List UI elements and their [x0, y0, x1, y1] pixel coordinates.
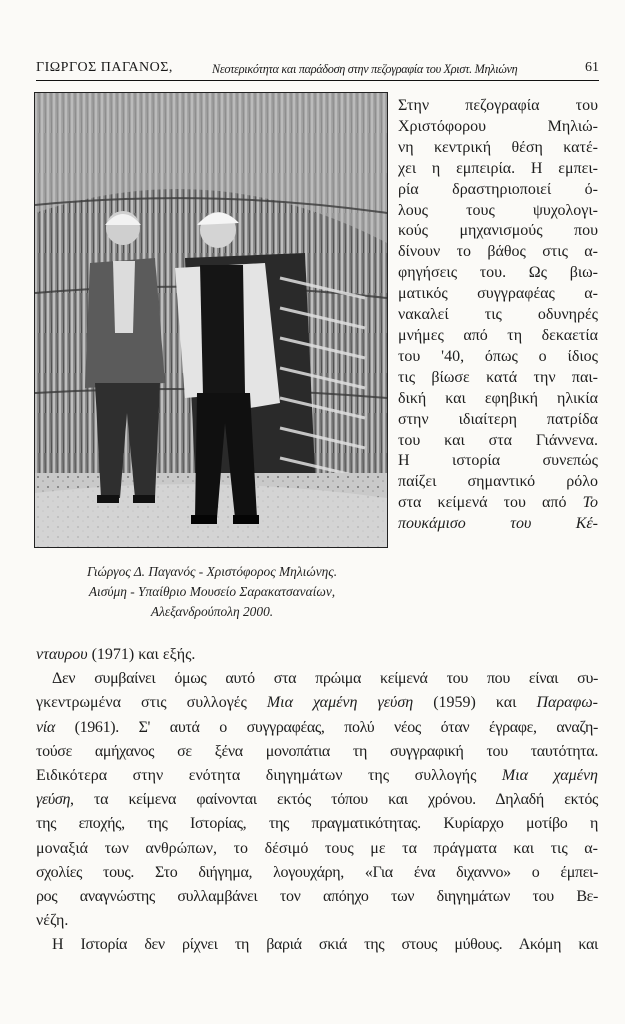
running-header: [36, 58, 599, 81]
text-line: [36, 643, 598, 667]
italic-title: γεύση: [36, 791, 71, 809]
text-line: Χριστόφορου Μηλιώ-: [398, 117, 598, 135]
text-line: στην ιδιαίτερη πατρίδα: [398, 410, 598, 428]
text-line: Η ιστορία συνεπώς: [398, 452, 598, 470]
text-line: της εποχής, της Ιστορίας, της πραγματικότητας. Κυρίαρχο μοτίβο η: [36, 815, 598, 833]
text-line: νη κεντρική θέση κατέ-: [398, 138, 598, 156]
text-line: μνήμες από τη δεκαετία: [398, 326, 598, 344]
photo-two-men-by-reed-hut-icon: [35, 93, 387, 547]
text-segment: στα κείμενά του από: [398, 494, 567, 512]
page-number: 61: [585, 60, 599, 75]
text-line: [36, 788, 598, 812]
header-running-title: Νεοτερικότητα και παράδοση στην πεζογραφία του Χριστ. Μηλιώνη: [212, 62, 518, 76]
text-line: τούσε αμήχανος σε ξένα μονοπάτια τη συγγραφική του ταυτότητα.: [36, 742, 598, 760]
text-line: δίνουν το βάθος στις α-: [398, 243, 598, 261]
caption-line: Αισύμη - Υπαίθριο Μουσείο Σαρακατσαναίων,: [88, 584, 336, 599]
text-line: δική και εφηβική ηλικία: [398, 389, 598, 407]
text-line: ρος αναγνώστης συλλαμβάνει τον απόηχο των διηγημάτων του Βε-: [36, 888, 598, 906]
text-line: [36, 691, 598, 715]
italic-title: νία: [36, 718, 55, 736]
text-line: [398, 514, 598, 535]
body-text: [36, 643, 598, 958]
text-line: μοναξιά των ανθρώπων, το δέσιμό τους με τα πράγματα και τις α-: [36, 839, 598, 857]
caption-line: Γιώργος Δ. Παγανός - Χριστόφορος Μηλιώνης.: [86, 564, 338, 579]
text-line: ρία δραστηριοποιεί ό-: [398, 180, 598, 198]
header-author: ΓΙΩΡΓΟΣ ΠΑΓΑΝΟΣ,: [36, 60, 173, 75]
text-line: λους τους ψυχολογι-: [398, 201, 598, 219]
italic-title: Το: [582, 494, 599, 512]
text-line: του '40, όπως ο ίδιος: [398, 347, 598, 365]
text-line: παίζει σημαντικό ρόλο: [398, 473, 598, 491]
italic-title: Μια χαμένη: [501, 767, 598, 785]
italic-title: Παραφω-: [536, 694, 598, 712]
photo-caption: [36, 562, 388, 622]
text-line: [36, 764, 598, 788]
text-line: Δεν συμβαίνει όμως αυτό στα πρώιμα κείμενά του που είναι συ-: [52, 670, 598, 688]
text-segment: (1961). Σ' αυτά ο συγγραφέας, πολύ νέος όταν έγραφε, αναζη-: [54, 718, 598, 736]
text-segment: , τα κείμενα φαίνονται εκτός τόπου και χρόνου. Δηλαδή εκτός: [70, 791, 598, 809]
text-line: του και στα Γιάννενα.: [398, 431, 598, 449]
italic-title: Μια χαμένη γεύση: [266, 694, 414, 712]
text-line: νέζη.: [36, 912, 69, 930]
text-line: [398, 493, 598, 514]
text-line: [36, 716, 598, 740]
text-line: σχολίες τους. Στο διήγημα, λογουχάρη, «Για ένα διχαννο» ο έμπει-: [36, 863, 598, 881]
italic-title: νταυρου: [36, 646, 88, 663]
text-segment: (1959) και: [413, 694, 537, 712]
text-line: νακαλεί τις οδυνηρές: [398, 306, 598, 324]
italic-title: πουκάμισο του Κέ-: [398, 515, 598, 533]
text-segment: (1971) και εξής.: [87, 646, 196, 663]
text-segment: γκεντρωμένα στις συλλογές: [36, 694, 267, 712]
text-line: ματικός συγγραφέας α-: [398, 285, 598, 303]
text-segment: Ειδικότερα στην ενότητα διηγημάτων της συλλογής: [36, 767, 502, 785]
caption-line: Αλεξανδρούπολη 2000.: [150, 604, 274, 619]
text-line: Στην πεζογραφία του: [398, 97, 598, 114]
text-line: φηγήσεις του. Ως βιω-: [398, 264, 598, 282]
text-line: χει η εμπειρία. Η εμπει-: [398, 159, 598, 177]
text-line: κούς μηχανισμούς που: [398, 222, 598, 240]
photograph: [34, 92, 388, 548]
text-line: τις βίωσε κατά την παι-: [398, 368, 598, 386]
side-column-text: [398, 96, 598, 535]
text-line: Η Ιστορία δεν ρίχνει τη βαριά σκιά της στους μύθους. Ακόμη και: [52, 936, 598, 954]
